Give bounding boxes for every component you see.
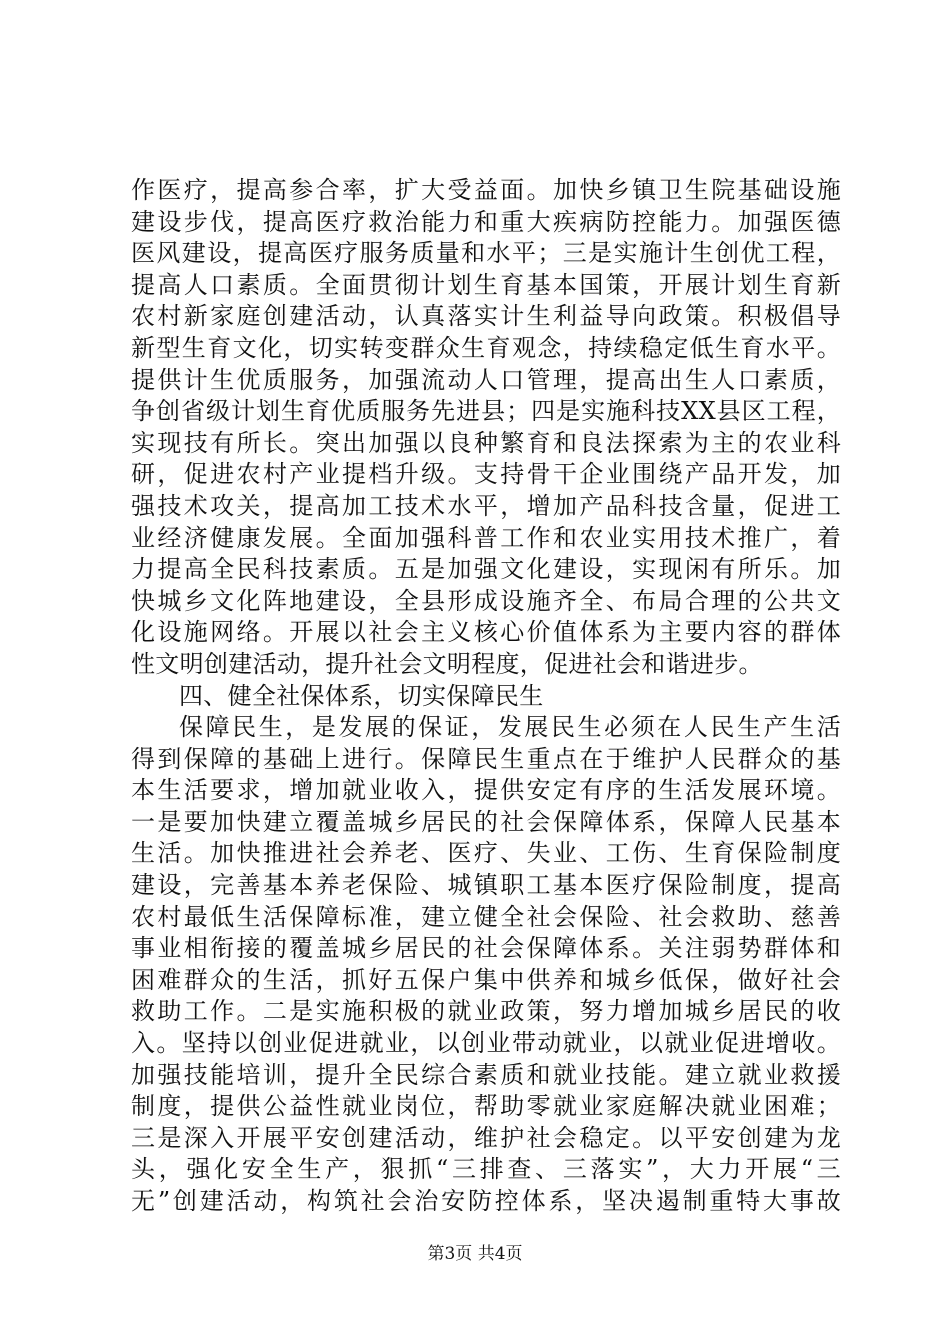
text-line: 无”创建活动，构筑社会治安防控体系，坚决遏制重特大事故: [131, 1187, 841, 1215]
text-line: 作医疗，提高参合率，扩大受益面。加快乡镇卫生院基础设施: [131, 176, 841, 204]
text-line: 新型生育文化，切实转变群众生育观念，持续稳定低生育水平。: [131, 333, 841, 362]
text-line: 一是要加快建立覆盖城乡居民的社会保障体系，保障人民基本: [131, 807, 841, 836]
text-line: 本生活要求，增加就业收入，提供安定有序的生活发展环境。: [131, 776, 841, 805]
page-number-footer: 第3页 共4页: [427, 1244, 523, 1264]
text-line: 救助工作。二是实施积极的就业政策，努力增加城乡居民的收: [131, 997, 841, 1026]
text-line: 研，促进农村产业提档升级。支持骨干企业围绕产品开发，加: [131, 460, 841, 489]
text-line: 力提高全民科技素质。五是加强文化建设，实现闲有所乐。加: [131, 555, 841, 584]
text-line: 制度，提供公益性就业岗位，帮助零就业家庭解决就业困难；: [131, 1092, 841, 1121]
text-line: 化设施网络。开展以社会主义核心价值体系为主要内容的群体: [131, 618, 841, 647]
text-line: 性文明创建活动，提升社会文明程度，促进社会和谐进步。: [131, 649, 763, 678]
text-line: 生活。加快推进社会养老、医疗、失业、工伤、生育保险制度: [131, 839, 841, 868]
text-line: 业经济健康发展。全面加强科普工作和农业实用技术推广，着: [131, 523, 841, 552]
document-body: [131, 175, 841, 1218]
text-line: 提供计生优质服务，加强流动人口管理，提高出生人口素质，: [131, 365, 841, 394]
text-line: 困难群众的生活，抓好五保户集中供养和城乡低保，做好社会: [131, 965, 841, 994]
text-line: 事业相衔接的覆盖城乡居民的社会保障体系。关注弱势群体和: [131, 934, 841, 963]
text-line: 农村最低生活保障标准，建立健全社会保险、社会救助、慈善: [131, 902, 841, 931]
text-line: 医风建设，提高医疗服务质量和水平；三是实施计生创优工程，: [131, 239, 841, 268]
text-line: 提高人口素质。全面贯彻计划生育基本国策，开展计划生育新: [131, 270, 841, 299]
text-line: 快城乡文化阵地建设，全县形成设施齐全、布局合理的公共文: [131, 586, 841, 615]
text-line: 争创省级计划生育优质服务先进县；四是实施科技XX县区工程，: [131, 397, 841, 426]
text-line: 加强技能培训，提升全民综合素质和就业技能。建立就业救援: [131, 1060, 841, 1089]
text-line: 建设步伐，提高医疗救治能力和重大疾病防控能力。加强医德: [131, 207, 841, 236]
text-line: 强技术攻关，提高加工技术水平，增加产品科技含量，促进工: [131, 491, 841, 520]
text-line: 农村新家庭创建活动，认真落实计生利益导向政策。积极倡导: [131, 302, 841, 331]
section-heading: 四、健全社保体系，切实保障民生: [179, 681, 544, 710]
text-line: 得到保障的基础上进行。保障民生重点在于维护人民群众的基: [131, 744, 841, 773]
text-line: 入。坚持以创业促进就业，以创业带动就业，以就业促进增收。: [131, 1029, 841, 1058]
text-line: 三是深入开展平安创建活动，维护社会稳定。以平安创建为龙: [131, 1123, 841, 1152]
text-line: 保障民生，是发展的保证，发展民生必须在人民生产生活: [179, 713, 841, 742]
text-line: 头，强化安全生产，狠抓“三排查、三落实”，大力开展“三: [131, 1155, 841, 1184]
text-line: 实现技有所长。突出加强以良种繁育和良法探索为主的农业科: [131, 428, 841, 457]
text-line: 建设，完善基本养老保险、城镇职工基本医疗保险制度，提高: [131, 871, 841, 900]
